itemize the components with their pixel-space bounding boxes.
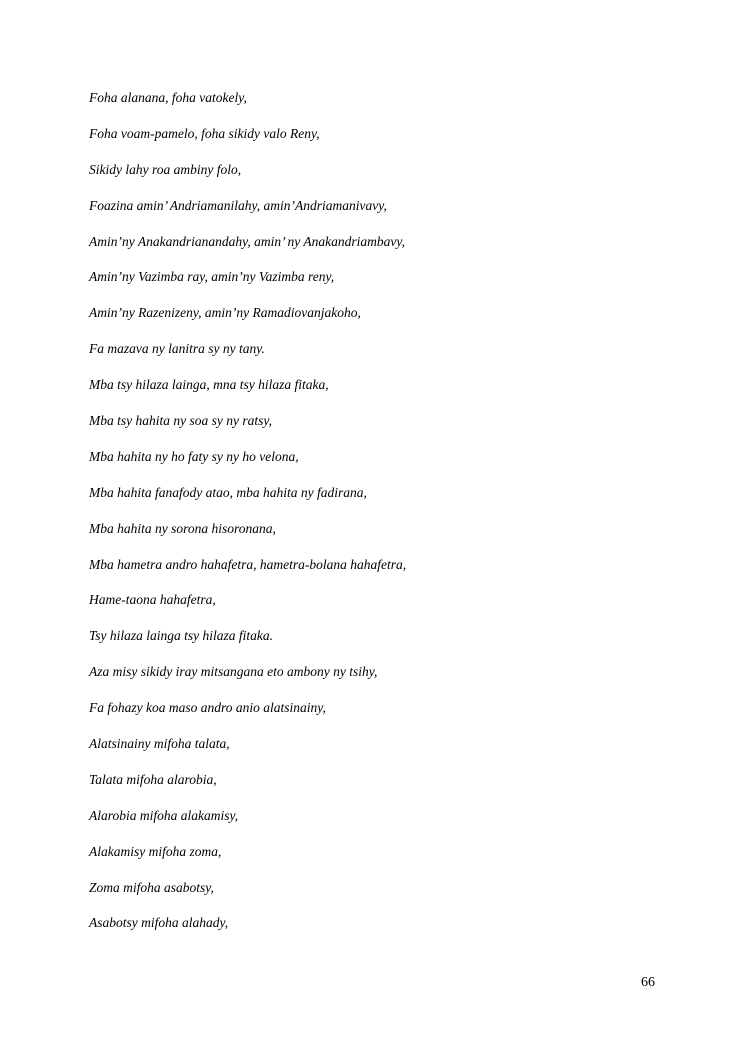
poem-line: Tsy hilaza lainga tsy hilaza fitaka. bbox=[89, 628, 274, 644]
poem-line: Alarobia mifoha alakamisy, bbox=[89, 807, 239, 823]
poem-line: Amin’ny Anakandrianandahy, amin’ ny Anakandriambavy, bbox=[89, 233, 405, 249]
poem-line: Zoma mifoha asabotsy, bbox=[89, 879, 214, 895]
poem-line: Alatsinainy mifoha talata, bbox=[89, 736, 230, 752]
poem-line: Talata mifoha alarobia, bbox=[89, 771, 217, 787]
poem-line: Foazina amin’ Andriamanilahy, amin’Andriamanivavy, bbox=[89, 197, 387, 213]
poem-line: Hame-taona hahafetra, bbox=[89, 592, 216, 608]
poem-line: Alakamisy mifoha zoma, bbox=[89, 843, 222, 859]
poem-line: Foha alanana, foha vatokely, bbox=[89, 90, 247, 105]
poem-line: Sikidy lahy roa ambiny folo, bbox=[89, 161, 242, 177]
poem-line: Mba hahita fanafody atao, mba hahita ny fadirana, bbox=[89, 484, 367, 500]
poem-line: Amin’ny Razenizeny, amin’ny Ramadiovanjakoho, bbox=[89, 305, 361, 321]
poem-line: Fa fohazy koa maso andro anio alatsinainy, bbox=[89, 700, 326, 716]
poem-line: Mba hahita ny sorona hisoronana, bbox=[89, 520, 276, 536]
poem-body bbox=[89, 89, 689, 950]
poem-line: Mba hahita ny ho faty sy ny ho velona, bbox=[89, 448, 299, 464]
poem-line: Mba hametra andro hahafetra, hametra-bolana hahafetra, bbox=[89, 556, 407, 572]
page-number: 66 bbox=[641, 975, 655, 990]
poem-line: Aza misy sikidy iray mitsangana eto ambony ny tsihy, bbox=[89, 664, 378, 680]
poem-line: Mba tsy hahita ny soa sy ny ratsy, bbox=[89, 413, 272, 429]
poem-line: Fa mazava ny lanitra sy ny tany. bbox=[89, 341, 265, 357]
poem-line: Asabotsy mifoha alahady, bbox=[89, 915, 229, 931]
poem-line: Mba tsy hilaza lainga, mna tsy hilaza fitaka, bbox=[89, 377, 329, 393]
poem-line: Foha voam-pamelo, foha sikidy valo Reny, bbox=[89, 125, 320, 141]
poem-line: Amin’ny Vazimba ray, amin’ny Vazimba reny, bbox=[89, 269, 335, 285]
